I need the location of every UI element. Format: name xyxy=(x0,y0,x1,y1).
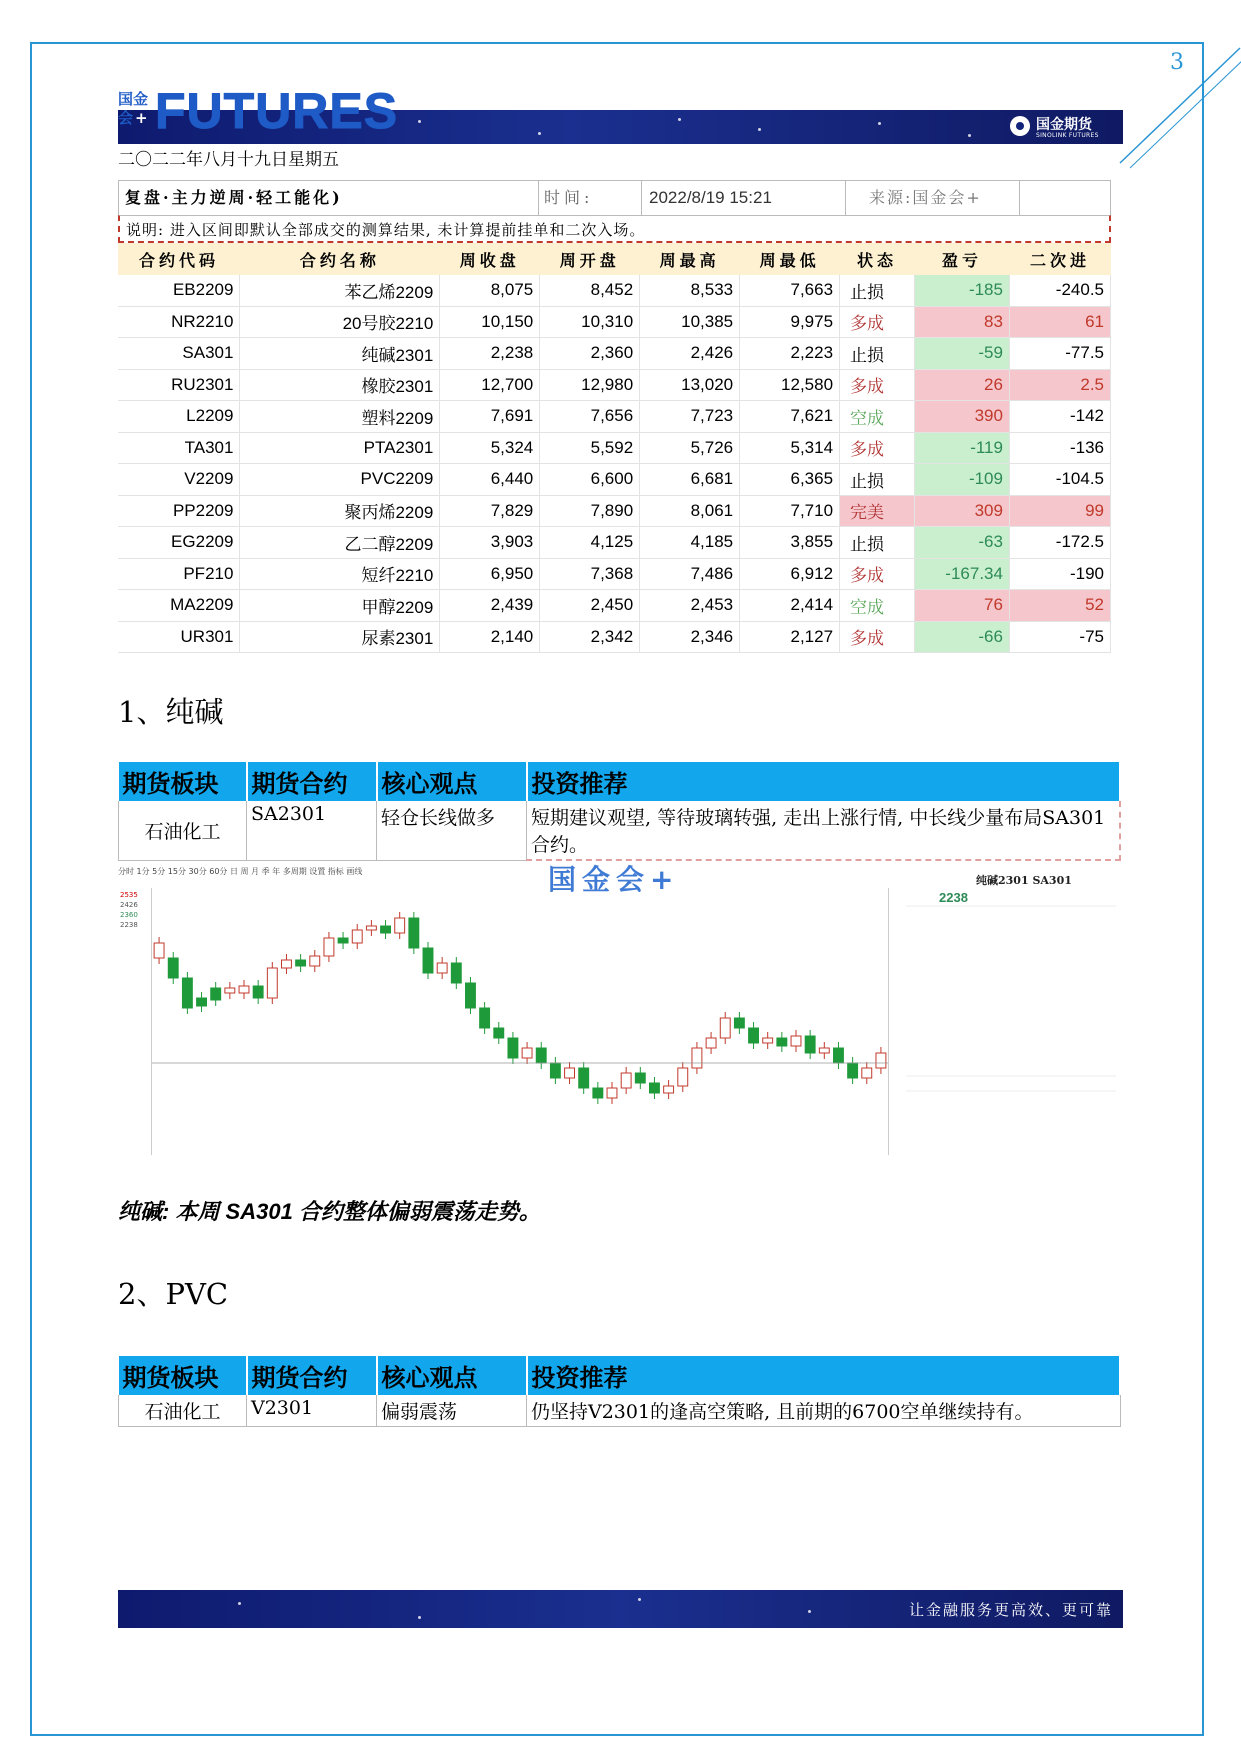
cell-second: -104.5 xyxy=(1009,464,1110,496)
cell-high: 7,486 xyxy=(640,558,740,590)
soda-ash-caption: 纯碱: 本周 SA301 合约整体偏弱震荡走势。 xyxy=(118,1199,541,1224)
cell-low: 6,365 xyxy=(740,464,840,496)
cell-pnl: 390 xyxy=(915,401,1010,433)
cell-name: 20号胶2210 xyxy=(240,306,440,338)
chart-left-info: 2535 2426 2360 2238 xyxy=(120,891,138,929)
candle xyxy=(763,1038,773,1043)
cell-second: 2.5 xyxy=(1009,369,1110,401)
column-header: 核心观点 xyxy=(377,762,527,801)
candle xyxy=(239,986,249,993)
cell-status: 多成 xyxy=(840,369,915,401)
cell-low: 6,912 xyxy=(740,558,840,590)
table-header-row xyxy=(118,243,1111,275)
cell-pnl: -66 xyxy=(915,621,1010,653)
candle xyxy=(494,1028,504,1038)
table-row xyxy=(118,590,1111,622)
cell-open: 6,600 xyxy=(540,464,640,496)
cell-high: 10,385 xyxy=(640,306,740,338)
table-row xyxy=(118,369,1111,401)
cell-status: 空成 xyxy=(840,401,915,433)
column-header: 期货板块 xyxy=(119,1356,247,1395)
cell-close: 2,439 xyxy=(440,590,540,622)
column-header: 期货板块 xyxy=(119,762,247,801)
chart-watermark: 国金会+ xyxy=(548,863,680,896)
column-header: 期货合约 xyxy=(247,762,377,801)
cell-name: PTA2301 xyxy=(240,432,440,464)
candle xyxy=(324,938,334,956)
candle xyxy=(635,1073,645,1083)
cell-low: 7,710 xyxy=(740,495,840,527)
cell-close: 3,903 xyxy=(440,527,540,559)
candle xyxy=(423,948,433,973)
cell-second: -190 xyxy=(1009,558,1110,590)
column-header: 核心观点 xyxy=(377,1356,527,1395)
view-cell: 轻仓长线做多 xyxy=(377,801,527,860)
report-date: 二〇二二年八月十九日星期五 xyxy=(118,150,339,170)
quote-title: 纯碱2301 SA301 xyxy=(976,874,1072,887)
cell-pnl: 76 xyxy=(915,590,1010,622)
candle xyxy=(536,1048,546,1063)
view-cell: 偏弱震荡 xyxy=(377,1395,527,1427)
column-header: 盈亏 xyxy=(915,243,1010,275)
cell-pnl: 26 xyxy=(915,369,1010,401)
candle xyxy=(791,1036,801,1046)
cell-code: SA301 xyxy=(118,338,240,370)
quote-price: 2238 xyxy=(939,890,968,905)
cell-high: 2,453 xyxy=(640,590,740,622)
cell-open: 7,368 xyxy=(540,558,640,590)
quote-grid xyxy=(906,886,1116,1166)
cell-name: 苯乙烯2209 xyxy=(240,275,440,306)
brand-logo xyxy=(1010,113,1118,141)
cell-name: 甲醇2209 xyxy=(240,590,440,622)
candle xyxy=(650,1083,660,1093)
cell-open: 7,890 xyxy=(540,495,640,527)
cell-code: UR301 xyxy=(118,621,240,653)
candle xyxy=(579,1068,589,1088)
cell-high: 7,723 xyxy=(640,401,740,433)
cell-code: PP2209 xyxy=(118,495,240,527)
recommendation-table-soda-ash xyxy=(118,762,1121,861)
candle xyxy=(777,1038,787,1046)
cell-code: TA301 xyxy=(118,432,240,464)
contract-cell: SA2301 xyxy=(247,801,377,860)
cell-low: 5,314 xyxy=(740,432,840,464)
cell-pnl: -63 xyxy=(915,527,1010,559)
candle xyxy=(692,1048,702,1068)
column-header: 周最低 xyxy=(740,243,840,275)
cell-pnl: 309 xyxy=(915,495,1010,527)
cell-high: 2,346 xyxy=(640,621,740,653)
table-row xyxy=(118,306,1111,338)
column-header: 投资推荐 xyxy=(527,1356,1121,1395)
cell-status: 多成 xyxy=(840,432,915,464)
candle xyxy=(409,918,419,948)
cell-name: 纯碱2301 xyxy=(240,338,440,370)
cell-code: PF210 xyxy=(118,558,240,590)
candle xyxy=(282,960,292,968)
column-header: 期货合约 xyxy=(247,1356,377,1395)
candle xyxy=(805,1036,815,1053)
cell-second: 99 xyxy=(1009,495,1110,527)
cell-code: NR2210 xyxy=(118,306,240,338)
cell-second: 52 xyxy=(1009,590,1110,622)
cell-open: 2,342 xyxy=(540,621,640,653)
candle xyxy=(862,1068,872,1078)
column-header: 周收盘 xyxy=(440,243,540,275)
candle xyxy=(678,1068,688,1086)
cell-open: 5,592 xyxy=(540,432,640,464)
column-header: 二次进 xyxy=(1009,243,1110,275)
column-header: 状态 xyxy=(840,243,915,275)
candle xyxy=(437,963,447,973)
cell-close: 7,829 xyxy=(440,495,540,527)
table-row xyxy=(118,401,1111,433)
table-row xyxy=(118,527,1111,559)
cell-close: 2,140 xyxy=(440,621,540,653)
column-header: 合约代码 xyxy=(118,243,240,275)
candle xyxy=(480,1008,490,1028)
cell-name: 尿素2301 xyxy=(240,621,440,653)
candle xyxy=(182,978,192,1008)
cell-pnl: -185 xyxy=(915,275,1010,306)
candle xyxy=(607,1088,617,1098)
candle xyxy=(381,926,391,933)
cell-second: -75 xyxy=(1009,621,1110,653)
contract-table xyxy=(118,243,1111,653)
table-row xyxy=(118,275,1111,306)
candle xyxy=(451,963,461,983)
summary-note: 说明: 进入区间即默认全部成交的测算结果, 未计算提前挂单和二次入场。 xyxy=(118,215,1111,243)
cell-name: 橡胶2301 xyxy=(240,369,440,401)
cell-status: 多成 xyxy=(840,306,915,338)
candle xyxy=(749,1028,759,1043)
page-number: 3 xyxy=(1170,50,1184,75)
sector-cell: 石油化工 xyxy=(119,1395,247,1427)
cell-name: 短纤2210 xyxy=(240,558,440,590)
cell-pnl: -119 xyxy=(915,432,1010,464)
section-heading-soda-ash: 1、纯碱 xyxy=(118,695,224,729)
chart-plot xyxy=(151,888,889,1155)
candle xyxy=(253,986,263,998)
cell-code: EB2209 xyxy=(118,275,240,306)
cell-second: -142 xyxy=(1009,401,1110,433)
cell-second: 61 xyxy=(1009,306,1110,338)
cell-low: 3,855 xyxy=(740,527,840,559)
cell-open: 8,452 xyxy=(540,275,640,306)
table-row xyxy=(118,464,1111,496)
candle xyxy=(565,1068,575,1078)
cell-close: 10,150 xyxy=(440,306,540,338)
candlestick-chart xyxy=(118,863,1123,1166)
cell-high: 2,426 xyxy=(640,338,740,370)
candle xyxy=(621,1073,631,1088)
time-label: 时间: xyxy=(544,188,594,207)
summary-table xyxy=(118,180,1111,653)
candle xyxy=(819,1048,829,1053)
sector-cell: 石油化工 xyxy=(119,801,247,860)
cell-name: 塑料2209 xyxy=(240,401,440,433)
cell-second: -136 xyxy=(1009,432,1110,464)
candle xyxy=(310,956,320,966)
cell-close: 12,700 xyxy=(440,369,540,401)
candle xyxy=(876,1053,886,1068)
cell-status: 止损 xyxy=(840,275,915,306)
brand-name-en: SINOLINK FUTURES xyxy=(1036,132,1099,139)
cell-high: 13,020 xyxy=(640,369,740,401)
cell-code: EG2209 xyxy=(118,527,240,559)
brand-name: 国金期货 xyxy=(1036,117,1092,133)
cell-status: 止损 xyxy=(840,527,915,559)
table-row xyxy=(118,495,1111,527)
candle xyxy=(593,1088,603,1098)
cell-pnl: -59 xyxy=(915,338,1010,370)
cell-code: MA2209 xyxy=(118,590,240,622)
divider xyxy=(538,181,539,215)
summary-header xyxy=(118,180,1111,215)
candle xyxy=(338,938,348,943)
logo-futures: FUTURES xyxy=(155,83,399,139)
cell-pnl: -109 xyxy=(915,464,1010,496)
cell-low: 7,663 xyxy=(740,275,840,306)
candle xyxy=(352,930,362,943)
cell-pnl: 83 xyxy=(915,306,1010,338)
cell-close: 8,075 xyxy=(440,275,540,306)
candles-svg xyxy=(152,888,888,1155)
candle xyxy=(366,926,376,930)
advice-cell: 仍坚持V2301的逢高空策略, 且前期的6700空单继续持有。 xyxy=(527,1395,1121,1427)
table-row xyxy=(118,432,1111,464)
cell-second: -240.5 xyxy=(1009,275,1110,306)
logo-cn: 国金 会 + xyxy=(118,90,149,127)
cell-high: 4,185 xyxy=(640,527,740,559)
cell-code: RU2301 xyxy=(118,369,240,401)
candle xyxy=(296,960,306,966)
cell-close: 2,238 xyxy=(440,338,540,370)
cell-low: 2,414 xyxy=(740,590,840,622)
time-value: 2022/8/19 15:21 xyxy=(649,188,772,207)
column-header: 投资推荐 xyxy=(527,762,1121,801)
quote-panel xyxy=(906,866,1121,1166)
cell-status: 空成 xyxy=(840,590,915,622)
candle xyxy=(664,1086,674,1093)
candle xyxy=(211,988,221,1000)
cell-high: 6,681 xyxy=(640,464,740,496)
cell-high: 5,726 xyxy=(640,432,740,464)
source-label: 来源:国金会+ xyxy=(869,188,982,207)
candle xyxy=(834,1048,844,1063)
cell-code: L2209 xyxy=(118,401,240,433)
divider xyxy=(641,181,642,215)
cell-open: 4,125 xyxy=(540,527,640,559)
cell-open: 10,310 xyxy=(540,306,640,338)
cell-close: 6,440 xyxy=(440,464,540,496)
recommendation-table-pvc xyxy=(118,1356,1121,1427)
contract-cell: V2301 xyxy=(247,1395,377,1427)
cell-name: 乙二醇2209 xyxy=(240,527,440,559)
summary-title: 复盘·主力逆周·轻工能化) xyxy=(125,188,343,207)
cell-status: 止损 xyxy=(840,464,915,496)
cell-high: 8,533 xyxy=(640,275,740,306)
candle xyxy=(225,988,235,993)
candle xyxy=(720,1018,730,1038)
table-row xyxy=(118,621,1111,653)
cell-low: 7,621 xyxy=(740,401,840,433)
candle xyxy=(267,968,277,998)
advice-cell: 短期建议观望, 等待玻璃转强, 走出上涨行情, 中长线少量布局SA301合约。 xyxy=(527,801,1121,860)
cell-name: PVC2209 xyxy=(240,464,440,496)
cell-close: 6,950 xyxy=(440,558,540,590)
table-row xyxy=(118,558,1111,590)
cell-open: 7,656 xyxy=(540,401,640,433)
cell-close: 5,324 xyxy=(440,432,540,464)
cell-low: 9,975 xyxy=(740,306,840,338)
column-header: 合约名称 xyxy=(240,243,440,275)
candle xyxy=(508,1038,518,1058)
divider xyxy=(845,181,846,215)
column-header: 周最高 xyxy=(640,243,740,275)
footer-banner xyxy=(118,1590,1123,1628)
candle xyxy=(466,983,476,1008)
candle xyxy=(706,1038,716,1048)
column-header: 周开盘 xyxy=(540,243,640,275)
candle xyxy=(197,998,207,1006)
cell-close: 7,691 xyxy=(440,401,540,433)
cell-second: -77.5 xyxy=(1009,338,1110,370)
table-row xyxy=(118,338,1111,370)
cell-high: 8,061 xyxy=(640,495,740,527)
candle xyxy=(848,1063,858,1078)
chart-toolbar[interactable]: 分时 1分 5分 15分 30分 60分 日 周 月 季 年 多周期 设置 指标 画线 xyxy=(118,867,363,876)
section-heading-pvc: 2、PVC xyxy=(118,1277,229,1311)
candle xyxy=(734,1018,744,1028)
candle xyxy=(395,918,405,933)
candle xyxy=(550,1063,560,1078)
cell-status: 止损 xyxy=(840,338,915,370)
candle xyxy=(522,1048,532,1058)
cell-open: 12,980 xyxy=(540,369,640,401)
candle xyxy=(168,958,178,978)
cell-code: V2209 xyxy=(118,464,240,496)
cell-low: 2,223 xyxy=(740,338,840,370)
cell-pnl: -167.34 xyxy=(915,558,1010,590)
cell-open: 2,450 xyxy=(540,590,640,622)
brand-mark-icon xyxy=(1010,116,1030,136)
candle xyxy=(154,943,164,958)
cell-low: 12,580 xyxy=(740,369,840,401)
footer-slogan: 让金融服务更高效、更可靠 xyxy=(908,1601,1113,1619)
cell-status: 多成 xyxy=(840,558,915,590)
cell-low: 2,127 xyxy=(740,621,840,653)
cell-name: 聚丙烯2209 xyxy=(240,495,440,527)
cell-open: 2,360 xyxy=(540,338,640,370)
cell-status: 完美 xyxy=(840,495,915,527)
divider xyxy=(1019,181,1020,215)
cell-status: 多成 xyxy=(840,621,915,653)
cell-second: -172.5 xyxy=(1009,527,1110,559)
